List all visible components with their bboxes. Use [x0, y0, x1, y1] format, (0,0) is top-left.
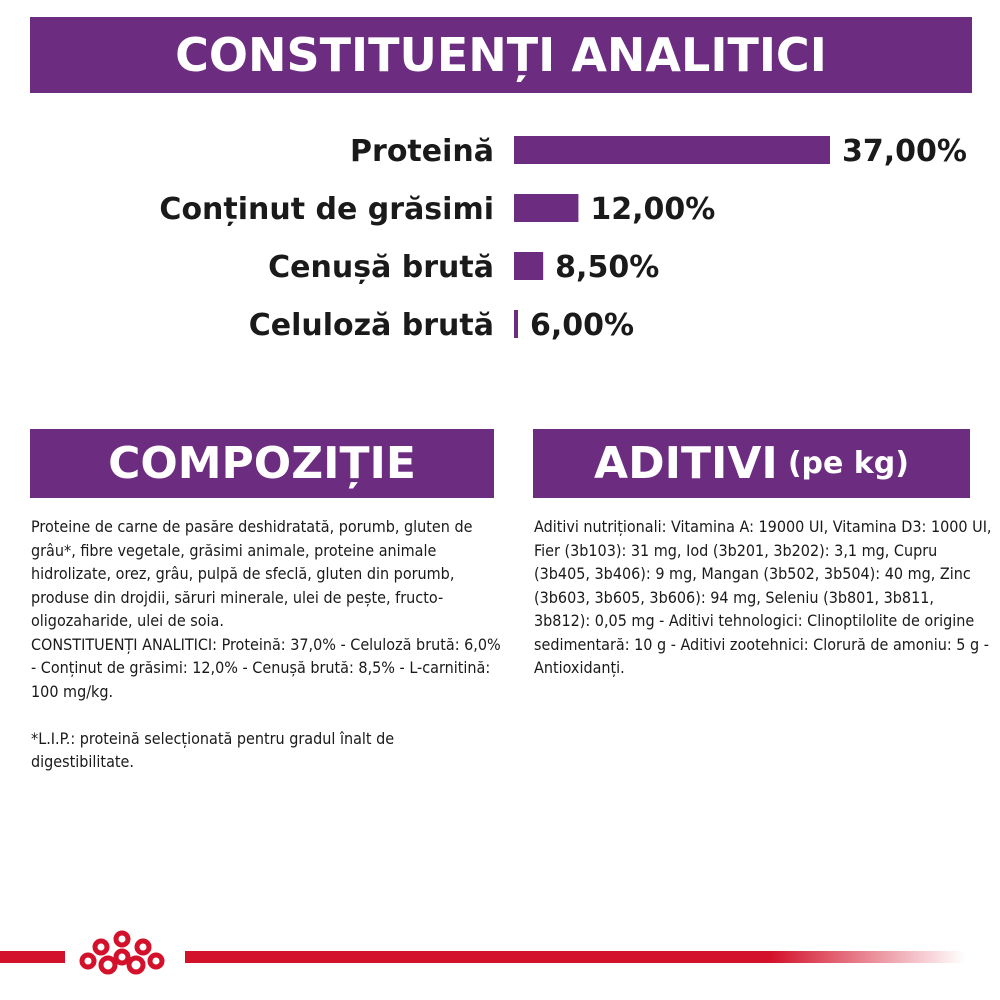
composition-title: COMPOZIȚIE	[108, 438, 416, 489]
chart-value-label: 8,50%	[555, 250, 660, 285]
chart-category-label: Conținut de grăsimi	[159, 192, 494, 227]
footer-stripe-left	[0, 951, 65, 963]
chart-bar	[514, 136, 830, 164]
composition-text: Proteine de carne de pasăre deshidratată, porumb, gluten de grâu*, fibre vegetale, grăsimi animale, proteine animale hidrolizate, orez, grâu, pulpă de sfeclă, gluten din porumb, produse din drojdii, săruri minerale, ulei de pește, fructo-oligozaharide, ulei de soia. CONSTITUENȚI ANALITICI: Proteină: 37,0% - Celuloză brută: 6,0% - Conținut de grăsimi: 12,0% - Cenușă brută: 8,5% - L-carnitină: 100 mg/kg. *L.I.P.: proteină selecționată pentru gradul înalt de digestibilitate.	[31, 517, 501, 771]
chart-category-label: Celuloză brută	[248, 308, 494, 343]
chart-bar	[514, 310, 518, 338]
additives-text: Aditivi nutriționali: Vitamina A: 19000 UI, Vitamina D3: 1000 UI, Fier (3b103): 31 mg, Iod (3b201, 3b202): 3,1 mg, Cupru (3b405, 3b406): 9 mg, Mangan (3b502, 3b504): 40 mg, Zinc (3b603, 3b605, 3b606): 94 mg, Seleniu (3b801, 3b811, 3b812): 0,05 mg - Aditivi tehnologici: Clinoptilolite de origine sedimentară: 10 g - Aditivi zootehnici: Clorură de amoniu: 5 g - Antioxidanți.	[534, 517, 992, 677]
chart-category-label: Cenușă brută	[268, 250, 494, 285]
additives-banner	[533, 429, 970, 498]
royal-canin-crown-icon	[68, 925, 176, 985]
chart-value-label: 12,00%	[590, 192, 716, 227]
composition-banner	[30, 429, 494, 498]
chart-bar	[514, 252, 543, 280]
additives-title: ADITIVI	[594, 438, 778, 489]
chart-value-label: 6,00%	[530, 308, 635, 343]
analytical-constituents-chart	[0, 120, 1000, 360]
analytical-constituents-banner	[30, 17, 972, 93]
footer-stripe	[185, 951, 965, 963]
additives-title-suffix: (pe kg)	[787, 446, 909, 481]
chart-bar	[514, 194, 578, 222]
chart-category-label: Proteină	[350, 134, 494, 169]
chart-value-label: 37,00%	[842, 134, 967, 169]
page-title: CONSTITUENȚI ANALITICI	[175, 28, 827, 82]
